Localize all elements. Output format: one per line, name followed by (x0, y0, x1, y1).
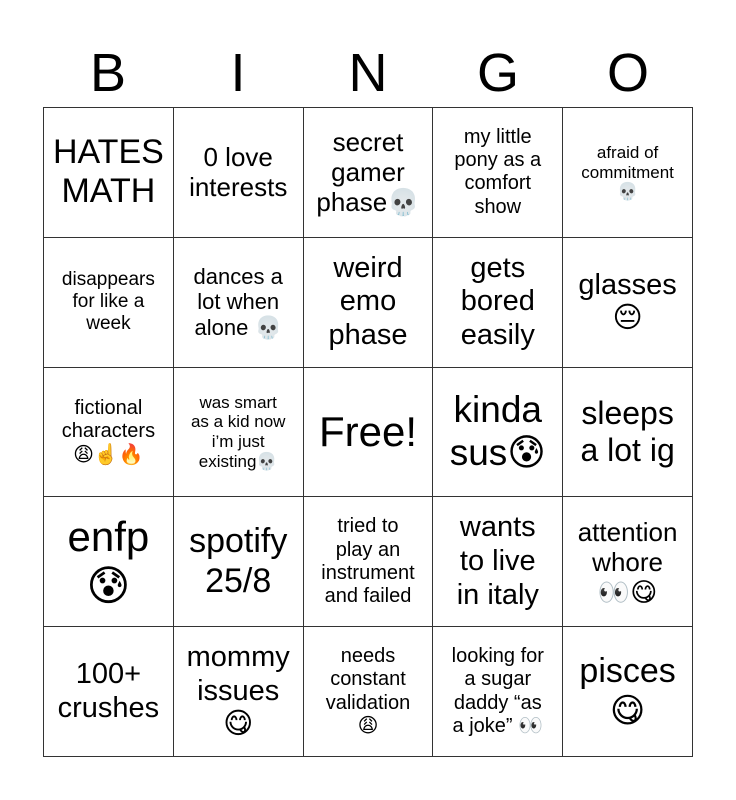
bingo-cell[interactable] (563, 238, 693, 368)
bingo-board (43, 107, 693, 757)
cell-text: weird emo phase (328, 251, 408, 351)
bingo-cell[interactable] (44, 497, 174, 627)
cell-text: needs constant validation 😩 (325, 645, 411, 737)
bingo-cell[interactable] (563, 108, 693, 238)
cell-text: afraid of commitment 💀 (581, 142, 674, 202)
header-letter-n: N (348, 43, 388, 103)
bingo-cell[interactable] (304, 238, 434, 368)
bingo-cell[interactable] (304, 108, 434, 238)
header-letter-g: G (476, 43, 519, 103)
cell-text: attention whore 👀😋 (577, 516, 678, 607)
cell-text: enfp 😰 (67, 513, 150, 609)
cell-text: secret gamer phase💀 (316, 127, 420, 218)
bingo-cell[interactable] (433, 368, 563, 498)
free-space-text: Free! (318, 407, 417, 455)
bingo-cell[interactable] (44, 627, 174, 757)
bingo-cell[interactable] (174, 627, 304, 757)
cell-text: sleeps a lot ig (580, 394, 675, 468)
cell-text: dances a lot when alone 💀 (193, 263, 283, 340)
cell-text: pisces 😋 (579, 652, 676, 730)
cell-text: gets bored easily (460, 251, 535, 351)
cell-text: was smart as a kid now i’m just existing💀 (190, 392, 286, 471)
cell-text: 100+ crushes (57, 657, 160, 724)
bingo-cell[interactable] (433, 238, 563, 368)
bingo-cell[interactable] (563, 497, 693, 627)
cell-text: tried to play an instrument and failed (321, 515, 415, 607)
cell-text: mommy issues 😋 (186, 641, 290, 741)
bingo-cell[interactable] (174, 368, 304, 498)
bingo-cell[interactable] (174, 108, 304, 238)
bingo-cell[interactable] (174, 238, 304, 368)
header-letter-b: B (89, 43, 127, 103)
cell-text: my little pony as a comfort show (454, 126, 542, 218)
cell-text: wants to live in italy (456, 511, 539, 611)
free-space-cell[interactable] (304, 368, 434, 498)
cell-text: HATES MATH (52, 132, 164, 211)
bingo-cell[interactable] (44, 368, 174, 498)
bingo-cell[interactable] (44, 238, 174, 368)
bingo-cell[interactable] (433, 627, 563, 757)
bingo-header (43, 38, 693, 108)
header-letter-i: I (230, 43, 246, 103)
cell-text: looking for a sugar daddy “as a joke” 👀 (451, 645, 544, 737)
cell-text: fictional characters 😩☝️🔥 (61, 397, 156, 466)
bingo-cell[interactable] (433, 108, 563, 238)
bingo-cell[interactable] (304, 627, 434, 757)
cell-text: spotify 25/8 (189, 522, 288, 600)
bingo-cell[interactable] (433, 497, 563, 627)
bingo-cell[interactable] (563, 368, 693, 498)
cell-text: glasses 😔 (578, 268, 677, 335)
header-letter-o: O (606, 43, 649, 103)
bingo-cell[interactable] (174, 497, 304, 627)
bingo-cell[interactable] (563, 627, 693, 757)
cell-text: kinda sus😰 (449, 389, 546, 473)
bingo-cell[interactable] (304, 497, 434, 627)
cell-text: 0 love interests (189, 142, 288, 203)
bingo-cell[interactable] (44, 108, 174, 238)
cell-text: disappears for like a week (61, 269, 155, 335)
